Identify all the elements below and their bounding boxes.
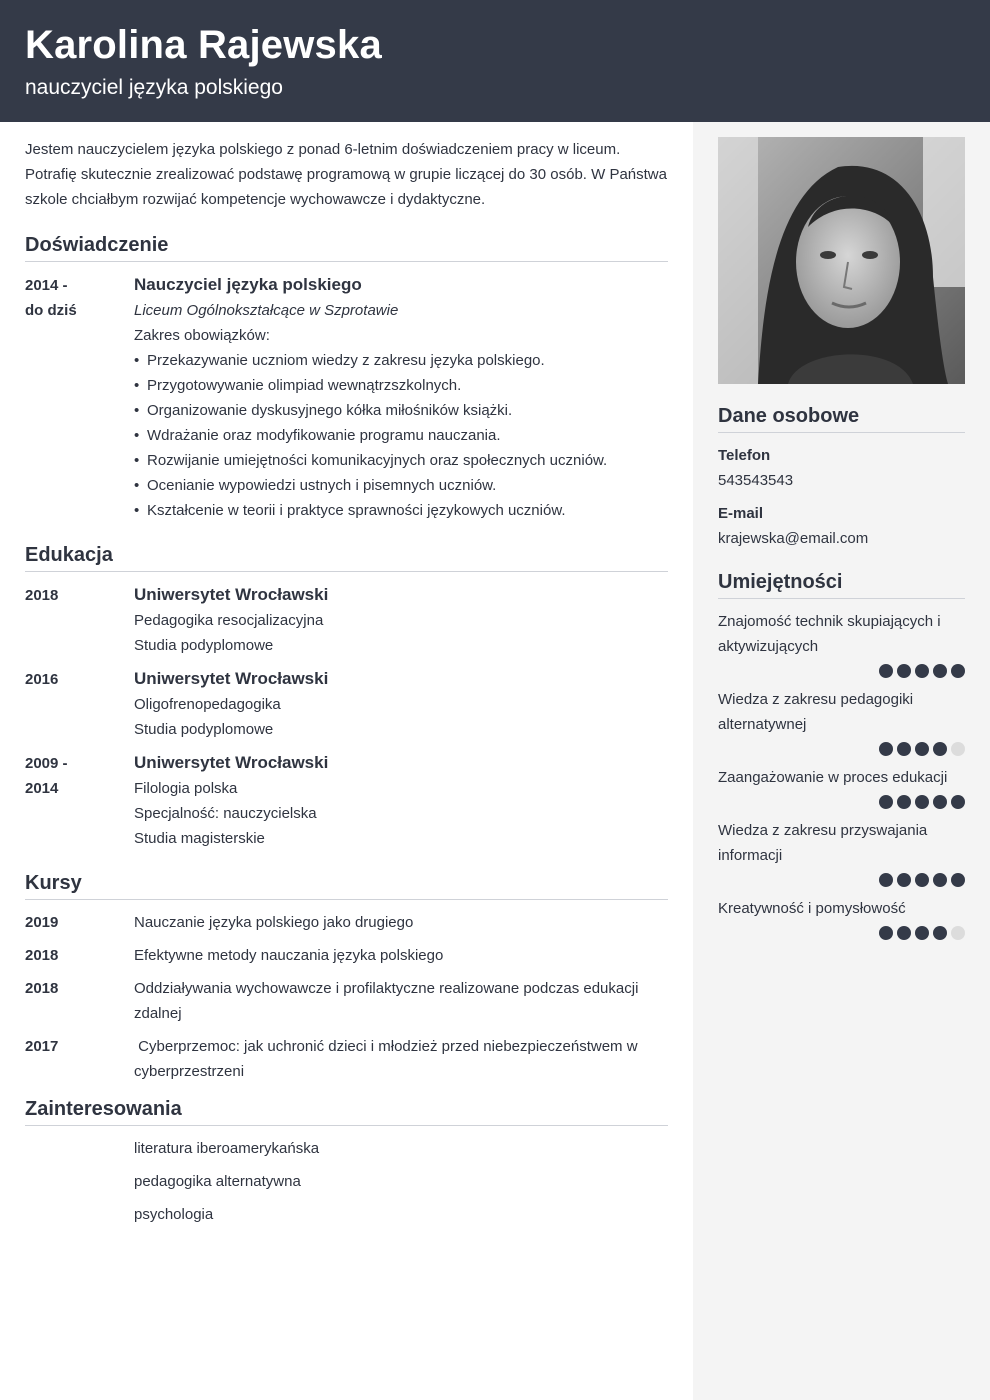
experience-date-end: do dziś	[25, 302, 77, 319]
course-year: 2018	[25, 980, 59, 997]
rating-dot-filled	[915, 742, 929, 756]
profile-photo-image	[718, 137, 965, 384]
skill-rating	[718, 926, 965, 940]
rating-dot-filled	[933, 926, 947, 940]
rating-dot-filled	[933, 873, 947, 887]
email-value[interactable]: krajewska@email.com	[718, 530, 869, 547]
duty-item: • Kształcenie w teorii i praktyce sprawności językowych uczniów.	[134, 498, 668, 523]
duty-item: • Przekazywanie uczniom wiedzy z zakresu języka polskiego.	[134, 348, 668, 373]
rating-dot-filled	[915, 873, 929, 887]
skill-item	[718, 818, 965, 887]
education-date	[25, 751, 134, 851]
education-line: Filologia polska	[134, 780, 238, 797]
education-line: Studia podyplomowe	[134, 637, 274, 654]
rating-dot-filled	[879, 664, 893, 678]
course-title: Cyberprzemoc: jak uchronić dzieci i młodzież przed niebezpieczeństwem w cyberprzestrzeni	[134, 1038, 642, 1080]
skill-rating	[718, 664, 965, 678]
main-column	[25, 137, 668, 1235]
education-line: Pedagogika resocjalizacyjna	[134, 612, 324, 629]
interests-heading: Zainteresowania	[25, 1096, 668, 1126]
resume-header	[0, 0, 990, 122]
experience-entry	[25, 273, 668, 523]
experience-section	[25, 232, 668, 523]
job-title: Nauczyciel języka polskiego	[134, 275, 362, 294]
skill-item	[718, 687, 965, 756]
skill-item	[718, 896, 965, 940]
course-item	[25, 910, 668, 935]
skills-heading: Umiejętności	[718, 569, 965, 599]
skill-name: Wiedza z zakresu przyswajania informacji	[718, 822, 928, 864]
skill-name: Znajomość technik skupiających i aktywizujących	[718, 613, 941, 655]
education-date	[25, 583, 134, 658]
course-item	[25, 943, 668, 968]
duty-item: • Wdrażanie oraz modyfikowanie programu nauczania.	[134, 423, 668, 448]
interests-list	[25, 1136, 668, 1227]
school-name: Uniwersytet Wrocławski	[134, 669, 329, 688]
course-year: 2017	[25, 1038, 59, 1055]
rating-dot-filled	[879, 742, 893, 756]
skill-item	[718, 609, 965, 678]
rating-dot-empty	[951, 742, 965, 756]
skill-name: Zaangażowanie w proces edukacji	[718, 769, 948, 786]
skill-item	[718, 765, 965, 809]
courses-heading: Kursy	[25, 870, 668, 900]
rating-dot-filled	[879, 873, 893, 887]
experience-body	[134, 273, 668, 523]
rating-dot-filled	[951, 795, 965, 809]
interest-item: pedagogika alternatywna	[134, 1173, 301, 1190]
rating-dot-filled	[897, 926, 911, 940]
education-entry	[25, 751, 668, 851]
skill-name: Kreatywność i pomysłowość	[718, 900, 906, 917]
education-entry	[25, 667, 668, 742]
duty-item: • Rozwijanie umiejętności komunikacyjnych oraz społecznych uczniów.	[134, 448, 668, 473]
skills-list	[718, 609, 965, 940]
education-date-start: 2009 -	[25, 755, 68, 772]
education-heading: Edukacja	[25, 542, 668, 572]
education-date-start: 2018	[25, 587, 59, 604]
skill-name: Wiedza z zakresu pedagogiki alternatywnej	[718, 691, 914, 733]
rating-dot-filled	[879, 926, 893, 940]
duties-label: Zakres obowiązków:	[134, 327, 270, 344]
duty-item: • Przygotowywanie olimpiad wewnątrzszkolnych.	[134, 373, 668, 398]
rating-dot-filled	[897, 873, 911, 887]
skill-rating	[718, 742, 965, 756]
courses-section	[25, 870, 668, 1084]
education-line: Studia podyplomowe	[134, 721, 274, 738]
rating-dot-filled	[879, 795, 893, 809]
duty-item: • Ocenianie wypowiedzi ustnych i pisemnych uczniów.	[134, 473, 668, 498]
rating-dot-filled	[951, 873, 965, 887]
education-date-end: 2014	[25, 780, 59, 797]
education-section	[25, 542, 668, 851]
duty-item: • Organizowanie dyskusyjnego kółka miłośników książki.	[134, 398, 668, 423]
rating-dot-empty	[951, 926, 965, 940]
rating-dot-filled	[951, 664, 965, 678]
education-date	[25, 667, 134, 742]
course-year: 2019	[25, 914, 59, 931]
duties-list	[134, 348, 668, 523]
rating-dot-filled	[915, 795, 929, 809]
profile-summary: Jestem nauczycielem języka polskiego z ponad 6-letnim doświadczeniem pracy w liceum. Potrafię skutecznie zrealizować podstawę programową w grupie liczącej do 30 osób. W Państwa szkole chciałbym rozwijać kompetencje wychowawcze i dydaktyczne.	[25, 141, 667, 208]
skill-rating	[718, 873, 965, 887]
course-year: 2018	[25, 947, 59, 964]
courses-list	[25, 910, 668, 1084]
experience-date-start: 2014 -	[25, 277, 68, 294]
education-body	[134, 583, 668, 658]
school-name: Uniwersytet Wrocławski	[134, 585, 329, 604]
course-item	[25, 976, 668, 1026]
employer-name: Liceum Ogólnokształcące w Szprotawie	[134, 302, 399, 319]
candidate-role: nauczyciel języka polskiego	[25, 76, 283, 99]
personal-heading: Dane osobowe	[718, 403, 965, 433]
interest-item: literatura iberoamerykańska	[134, 1140, 320, 1157]
interests-section	[25, 1096, 668, 1227]
education-body	[134, 751, 668, 851]
course-title: Efektywne metody nauczania języka polskiego	[134, 947, 444, 964]
course-item	[25, 1034, 668, 1084]
skill-rating	[718, 795, 965, 809]
education-date-start: 2016	[25, 671, 59, 688]
skills-section	[718, 569, 965, 949]
school-name: Uniwersytet Wrocławski	[134, 753, 329, 772]
rating-dot-filled	[897, 664, 911, 678]
interest-item: psychologia	[134, 1206, 214, 1223]
education-entry	[25, 583, 668, 658]
profile-photo	[718, 137, 965, 384]
rating-dot-filled	[897, 742, 911, 756]
education-line: Studia magisterskie	[134, 830, 265, 847]
education-line: Specjalność: nauczycielska	[134, 805, 317, 822]
candidate-name: Karolina Rajewska	[25, 23, 382, 67]
rating-dot-filled	[933, 742, 947, 756]
rating-dot-filled	[933, 664, 947, 678]
email-label: E-mail	[718, 505, 764, 522]
course-title: Oddziaływania wychowawcze i profilaktyczne realizowane podczas edukacji zdalnej	[134, 980, 639, 1022]
education-body	[134, 667, 668, 742]
rating-dot-filled	[915, 664, 929, 678]
course-title: Nauczanie języka polskiego jako drugiego	[134, 914, 414, 931]
rating-dot-filled	[933, 795, 947, 809]
phone-label: Telefon	[718, 447, 771, 464]
personal-section	[718, 403, 965, 551]
education-line: Oligofrenopedagogika	[134, 696, 281, 713]
experience-heading: Doświadczenie	[25, 232, 668, 262]
rating-dot-filled	[897, 795, 911, 809]
rating-dot-filled	[915, 926, 929, 940]
phone-value[interactable]: 543543543	[718, 472, 794, 489]
experience-date	[25, 273, 134, 523]
